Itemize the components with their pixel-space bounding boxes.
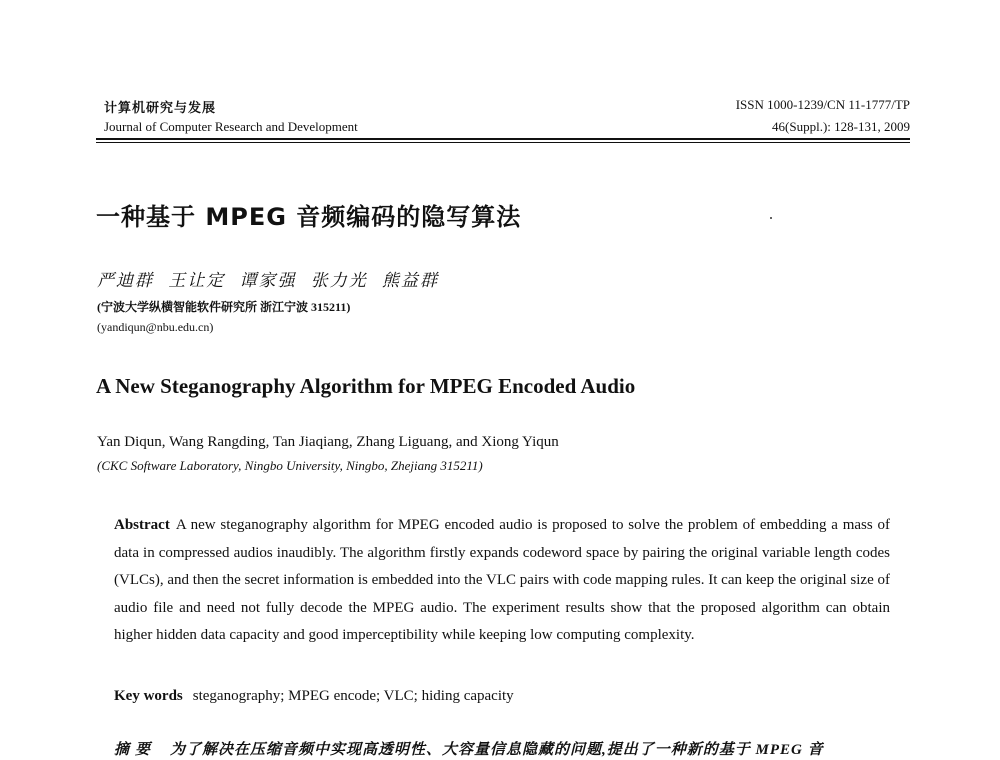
chinese-abstract-text: 为了解决在压缩音频中实现高透明性、大容量信息隐藏的问题,提出了一种新的基于 MPEG 音 — [170, 742, 824, 758]
keywords-line — [114, 688, 514, 705]
author-email: (yandiqun@nbu.edu.cn) — [97, 320, 214, 334]
header-rule-thick — [96, 138, 910, 140]
journal-name-chinese: 计算机研究与发展 — [104, 100, 217, 115]
issn-line: ISSN 1000-1239/CN 11-1777/TP — [735, 97, 910, 112]
keywords-text: steganography; MPEG encode; VLC; hiding capacity — [192, 688, 514, 704]
abstract-text: A new steganography algorithm for MPEG encoded audio is proposed to solve the problem of embedding a mass of data in compressed audios inaudibly. The algorithm firstly expands codeword space by pairing the original variable length codes (VLCs), and then the secret information is embedded into the VLC pairs with code mapping rules. It can keep the original size of audio file and need not fully decode the MPEG audio. The experiment results show that the proposed algorithm can obtain higher hidden data capacity and good imperceptibility while keeping low computing complexity. — [114, 517, 890, 643]
affiliation-chinese: (宁波大学纵横智能软件研究所 浙江宁波 315211) — [97, 300, 351, 314]
chinese-abstract-line — [114, 738, 824, 759]
chinese-abstract-label: 摘要 — [114, 742, 157, 758]
journal-name-english: Journal of Computer Research and Development — [104, 119, 358, 134]
abstract-paragraph — [114, 512, 890, 650]
affiliation-english: (CKC Software Laboratory, Ningbo University, Ningbo, Zhejiang 315211) — [97, 458, 483, 473]
paper-title-english: A New Steganography Algorithm for MPEG Encoded Audio — [96, 374, 636, 398]
paper-title-chinese: 一种基于 MPEG 音频编码的隐写算法 — [96, 203, 522, 231]
header-rule-thin — [96, 142, 910, 143]
abstract-label: Abstract — [114, 517, 170, 533]
keywords-label: Key words — [114, 688, 183, 704]
authors-chinese: 严迪群 王让定 谭家强 张力光 熊益群 — [97, 271, 439, 290]
authors-english: Yan Diqun, Wang Rangding, Tan Jiaqiang, Zhang Liguang, and Xiong Yiqun — [97, 434, 559, 450]
volume-pages-line: 46(Suppl.): 128-131, 2009 — [772, 119, 910, 134]
scan-speck — [770, 217, 772, 219]
